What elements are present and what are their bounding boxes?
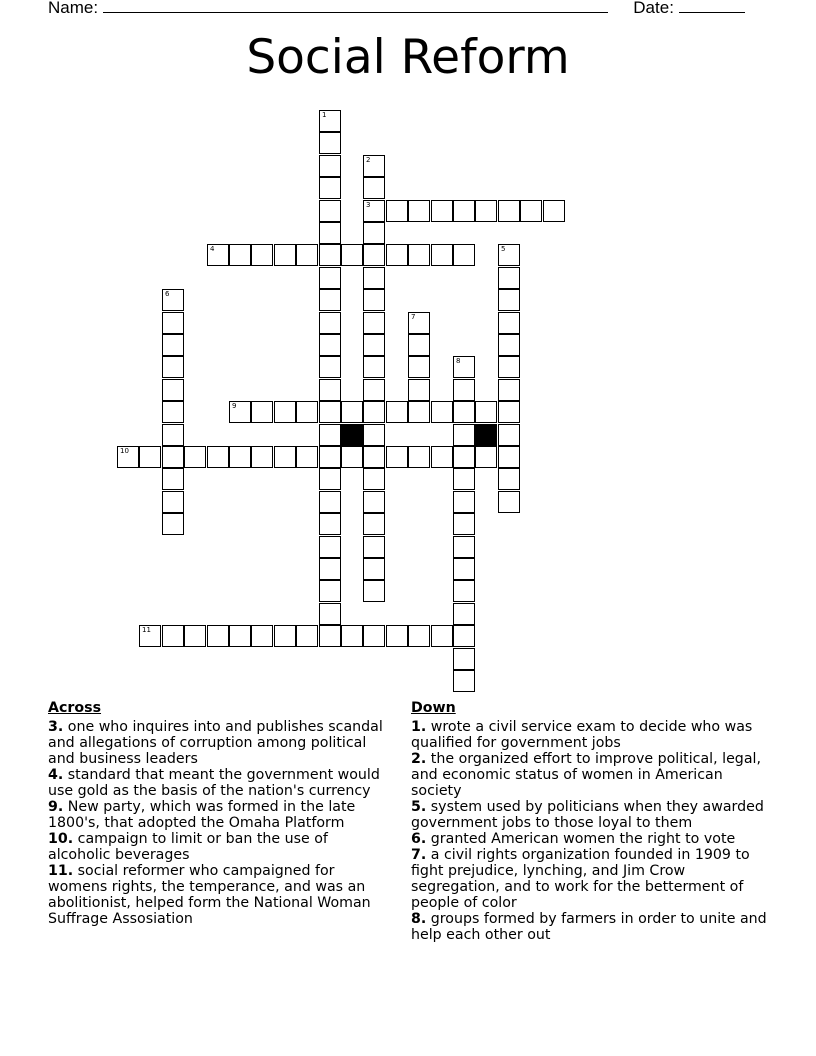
clue-text: New party, which was formed in the late 1800's, that adopted the Omaha Platform (48, 799, 356, 831)
grid-cell[interactable] (498, 356, 520, 378)
grid-cell[interactable] (274, 625, 296, 647)
grid-cell[interactable] (386, 200, 408, 222)
grid-cell[interactable] (453, 536, 475, 558)
grid-cell[interactable] (139, 625, 161, 647)
grid-cell[interactable] (319, 155, 341, 177)
grid-cell[interactable] (319, 312, 341, 334)
clue-number: 7. (411, 847, 427, 863)
grid-cell[interactable] (498, 491, 520, 513)
clue-text: the organized effort to improve political, legal, and economic status of women in American society (411, 751, 761, 799)
grid-cell[interactable] (319, 334, 341, 356)
grid-cell[interactable] (498, 334, 520, 356)
grid-cell[interactable] (319, 200, 341, 222)
grid-cell[interactable] (498, 267, 520, 289)
grid-cell[interactable] (251, 244, 273, 266)
grid-cell[interactable] (319, 267, 341, 289)
grid-cell[interactable] (453, 603, 475, 625)
clue-number: 9. (48, 799, 64, 815)
grid-cell[interactable] (363, 356, 385, 378)
grid-cell[interactable] (319, 491, 341, 513)
clue-text: system used by politicians when they awarded government jobs to those loyal to them (411, 799, 764, 831)
grid-cell[interactable] (363, 177, 385, 199)
grid-cell[interactable] (431, 401, 453, 423)
grid-cell[interactable] (453, 558, 475, 580)
grid-cell[interactable] (319, 513, 341, 535)
across-clue (48, 863, 393, 927)
grid-cell[interactable] (363, 536, 385, 558)
grid-cell[interactable] (453, 446, 475, 468)
grid-cell[interactable] (408, 446, 430, 468)
grid-cell[interactable] (319, 356, 341, 378)
name-label: Name: (48, 0, 99, 17)
grid-cell[interactable] (408, 379, 430, 401)
clue-text: one who inquires into and publishes scandal and allegations of corruption among political and business leaders (48, 719, 383, 767)
grid-cell[interactable] (341, 244, 363, 266)
clue-number: 4. (48, 767, 64, 783)
grid-cell[interactable] (184, 625, 206, 647)
grid-cell[interactable] (229, 446, 251, 468)
grid-cell[interactable] (363, 491, 385, 513)
clue-number: 10. (48, 831, 74, 847)
grid-cell[interactable] (453, 468, 475, 490)
grid-cell[interactable] (162, 356, 184, 378)
grid-cell[interactable] (408, 401, 430, 423)
grid-cell[interactable] (341, 446, 363, 468)
black-cell (475, 424, 497, 446)
across-clue (48, 767, 393, 799)
across-clues (48, 700, 393, 927)
grid-cell[interactable] (251, 625, 273, 647)
grid-cell[interactable] (296, 625, 318, 647)
grid-cell[interactable] (162, 491, 184, 513)
grid-cell[interactable] (296, 446, 318, 468)
grid-cell[interactable] (229, 625, 251, 647)
grid-cell[interactable] (453, 625, 475, 647)
clue-number: 5. (411, 799, 427, 815)
down-clues (411, 700, 776, 943)
grid-cell[interactable] (498, 379, 520, 401)
grid-cell[interactable] (363, 468, 385, 490)
down-clue (411, 911, 776, 943)
clue-text: granted American women the right to vote (430, 831, 736, 847)
grid-cell[interactable] (162, 289, 184, 311)
cell-number: 6 (165, 290, 170, 298)
grid-cell[interactable] (363, 222, 385, 244)
cell-number: 7 (411, 313, 416, 321)
grid-cell[interactable] (139, 446, 161, 468)
grid-cell[interactable] (274, 401, 296, 423)
grid-cell[interactable] (363, 401, 385, 423)
down-clue (411, 799, 776, 831)
grid-cell[interactable] (319, 177, 341, 199)
grid-cell[interactable] (363, 289, 385, 311)
grid-cell[interactable] (408, 356, 430, 378)
grid-cell[interactable] (296, 401, 318, 423)
grid-cell[interactable] (296, 244, 318, 266)
grid-cell[interactable] (431, 446, 453, 468)
across-heading: Across (48, 700, 102, 716)
cell-number: 4 (210, 245, 215, 253)
grid-cell[interactable] (498, 200, 520, 222)
grid-cell[interactable] (543, 200, 565, 222)
grid-cell[interactable] (363, 312, 385, 334)
grid-cell[interactable] (363, 334, 385, 356)
grid-cell[interactable] (453, 200, 475, 222)
clue-text: wrote a civil service exam to decide who was qualified for government jobs (411, 719, 753, 751)
grid-cell[interactable] (475, 200, 497, 222)
grid-cell[interactable] (229, 401, 251, 423)
grid-cell[interactable] (498, 244, 520, 266)
clue-number: 6. (411, 831, 427, 847)
grid-cell[interactable] (453, 379, 475, 401)
down-clue (411, 751, 776, 799)
cell-number: 5 (501, 245, 506, 253)
grid-cell[interactable] (498, 289, 520, 311)
cell-number: 2 (366, 156, 371, 164)
grid-cell[interactable] (386, 401, 408, 423)
clue-number: 11. (48, 863, 74, 879)
grid-cell[interactable] (363, 379, 385, 401)
grid-cell[interactable] (363, 424, 385, 446)
clue-text: social reformer who campaigned for womens rights, the temperance, and was an abolitionist, helped form the National Woman Suffrage Assosiation (48, 863, 371, 927)
grid-cell[interactable] (431, 244, 453, 266)
cell-number: 3 (366, 201, 371, 209)
grid-cell[interactable] (162, 468, 184, 490)
grid-cell[interactable] (319, 424, 341, 446)
grid-cell[interactable] (162, 334, 184, 356)
grid-cell[interactable] (386, 446, 408, 468)
grid-cell[interactable] (363, 446, 385, 468)
grid-cell[interactable] (162, 379, 184, 401)
grid-cell[interactable] (475, 446, 497, 468)
grid-cell[interactable] (341, 401, 363, 423)
clue-text: groups formed by farmers in order to unite and help each other out (411, 911, 767, 943)
down-clue-list (411, 719, 776, 943)
cell-number: 11 (142, 626, 151, 634)
grid-cell[interactable] (341, 625, 363, 647)
grid-cell[interactable] (386, 244, 408, 266)
grid-cell[interactable] (408, 334, 430, 356)
grid-cell[interactable] (251, 401, 273, 423)
down-heading: Down (411, 700, 456, 716)
grid-cell[interactable] (319, 244, 341, 266)
grid-cell[interactable] (319, 132, 341, 154)
grid-cell[interactable] (408, 625, 430, 647)
grid-cell[interactable] (319, 401, 341, 423)
down-clue (411, 831, 776, 847)
grid-cell[interactable] (274, 244, 296, 266)
cell-number: 8 (456, 357, 461, 365)
grid-cell[interactable] (207, 244, 229, 266)
grid-cell[interactable] (498, 312, 520, 334)
down-clue (411, 847, 776, 911)
grid-cell[interactable] (319, 603, 341, 625)
grid-cell[interactable] (363, 580, 385, 602)
grid-cell[interactable] (319, 558, 341, 580)
grid-cell[interactable] (319, 446, 341, 468)
across-clue (48, 799, 393, 831)
grid-cell[interactable] (162, 513, 184, 535)
grid-cell[interactable] (319, 580, 341, 602)
grid-cell[interactable] (363, 625, 385, 647)
clue-number: 3. (48, 719, 64, 735)
across-clue-list (48, 719, 393, 927)
clue-text: a civil rights organization founded in 1909 to fight prejudice, lynching, and Jim Crow segregation, and to work for the betterment of people of color (411, 847, 750, 911)
grid-cell[interactable] (162, 446, 184, 468)
grid-cell[interactable] (251, 446, 273, 468)
grid-cell[interactable] (453, 491, 475, 513)
grid-cell[interactable] (319, 222, 341, 244)
grid-cell[interactable] (498, 468, 520, 490)
cell-number: 9 (232, 402, 237, 410)
grid-cell[interactable] (229, 244, 251, 266)
grid-cell[interactable] (453, 401, 475, 423)
grid-cell[interactable] (319, 625, 341, 647)
clue-text: standard that meant the government would use gold as the basis of the nation's currency (48, 767, 380, 799)
down-clue (411, 719, 776, 751)
clue-number: 1. (411, 719, 427, 735)
across-clue (48, 719, 393, 767)
grid-cell[interactable] (408, 244, 430, 266)
across-clue (48, 831, 393, 863)
grid-cell[interactable] (319, 110, 341, 132)
grid-cell[interactable] (498, 424, 520, 446)
grid-cell[interactable] (363, 513, 385, 535)
grid-cell[interactable] (453, 356, 475, 378)
grid-cell[interactable] (453, 580, 475, 602)
grid-cell[interactable] (431, 625, 453, 647)
grid-cell[interactable] (363, 267, 385, 289)
grid-cell[interactable] (207, 625, 229, 647)
grid-cell[interactable] (319, 468, 341, 490)
grid-cell[interactable] (319, 536, 341, 558)
grid-cell[interactable] (274, 446, 296, 468)
grid-cell[interactable] (431, 200, 453, 222)
grid-cell[interactable] (162, 312, 184, 334)
cell-number: 10 (120, 447, 129, 455)
grid-cell[interactable] (520, 200, 542, 222)
grid-cell[interactable] (117, 446, 139, 468)
grid-cell[interactable] (453, 244, 475, 266)
page-title: Social Reform (246, 30, 570, 85)
date-label: Date: (633, 0, 674, 17)
grid-cell[interactable] (408, 312, 430, 334)
grid-cell[interactable] (162, 625, 184, 647)
grid-cell[interactable] (453, 670, 475, 692)
grid-cell[interactable] (162, 424, 184, 446)
grid-cell[interactable] (363, 155, 385, 177)
grid-cell[interactable] (453, 513, 475, 535)
grid-cell[interactable] (363, 558, 385, 580)
clue-text: campaign to limit or ban the use of alcoholic beverages (48, 831, 328, 863)
grid-cell[interactable] (498, 446, 520, 468)
grid-cell[interactable] (162, 401, 184, 423)
clue-number: 2. (411, 751, 427, 767)
grid-cell[interactable] (498, 401, 520, 423)
grid-cell[interactable] (319, 379, 341, 401)
cell-number: 1 (322, 111, 327, 119)
grid-cell[interactable] (363, 200, 385, 222)
grid-cell[interactable] (475, 401, 497, 423)
grid-cell[interactable] (386, 625, 408, 647)
grid-cell[interactable] (408, 200, 430, 222)
grid-cell[interactable] (453, 648, 475, 670)
grid-cell[interactable] (363, 244, 385, 266)
grid-cell[interactable] (184, 446, 206, 468)
grid-cell[interactable] (319, 289, 341, 311)
black-cell (341, 424, 363, 446)
grid-cell[interactable] (453, 424, 475, 446)
grid-cell[interactable] (207, 446, 229, 468)
clue-number: 8. (411, 911, 427, 927)
